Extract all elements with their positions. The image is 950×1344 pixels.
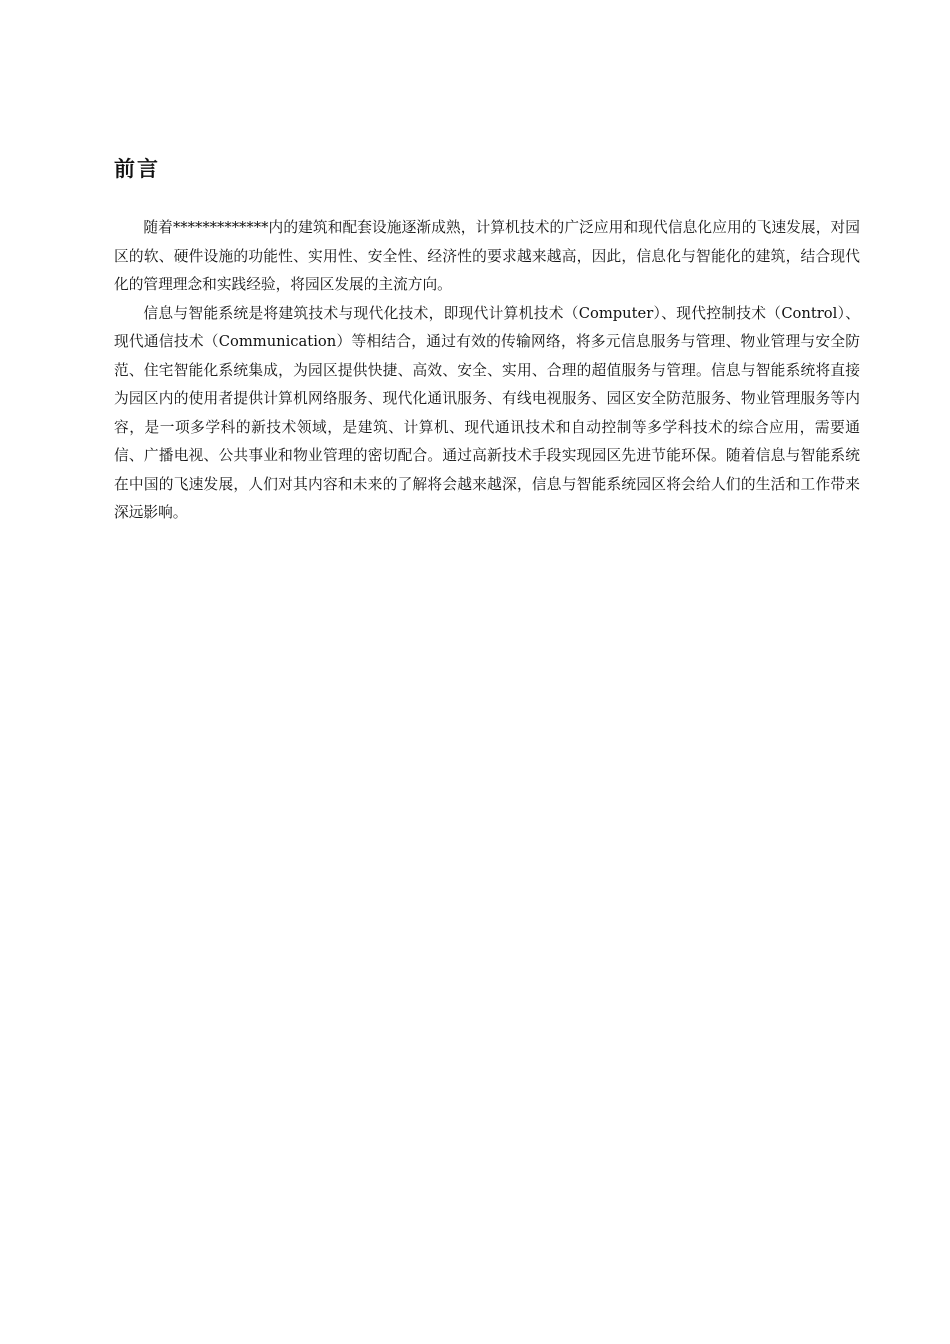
page-title: 前言 <box>114 157 160 181</box>
paragraph-intro: 随着*************内的建筑和配套设施逐渐成熟，计算机技术的广泛应用和现代信息化应用的飞速发展，对园区的软、硬件设施的功能性、实用性、安全性、经济性的要求越来越高，因此，信息化与智能化的建筑，结合现代化的管理理念和实践经验，将园区发展的主流方向。 <box>114 219 860 293</box>
document-body <box>114 150 860 528</box>
paragraph-system-description: 信息与智能系统是将建筑技术与现代化技术，即现代计算机技术（Computer）、现代控制技术（Control）、现代通信技术（Communication）等相结合，通过有效的传输网络，将多元信息服务与管理、物业管理与安全防范、住宅智能化系统集成，为园区提供快捷、高效、安全、实用、合理的超值服务与管理。信息与智能系统将直接为园区内的使用者提供计算机网络服务、现代化通讯服务、有线电视服务、园区安全防范服务、物业管理服务等内容，是一项多学科的新技术领域，是建筑、计算机、现代通讯技术和自动控制等多学科技术的综合应用，需要通信、广播电视、公共事业和物业管理的密切配合。通过高新技术手段实现园区先进节能环保。随着信息与智能系统在中国的飞速发展，人们对其内容和未来的了解将会越来越深，信息与智能系统园区将会给人们的生活和工作带来深远影响。 <box>114 304 860 521</box>
